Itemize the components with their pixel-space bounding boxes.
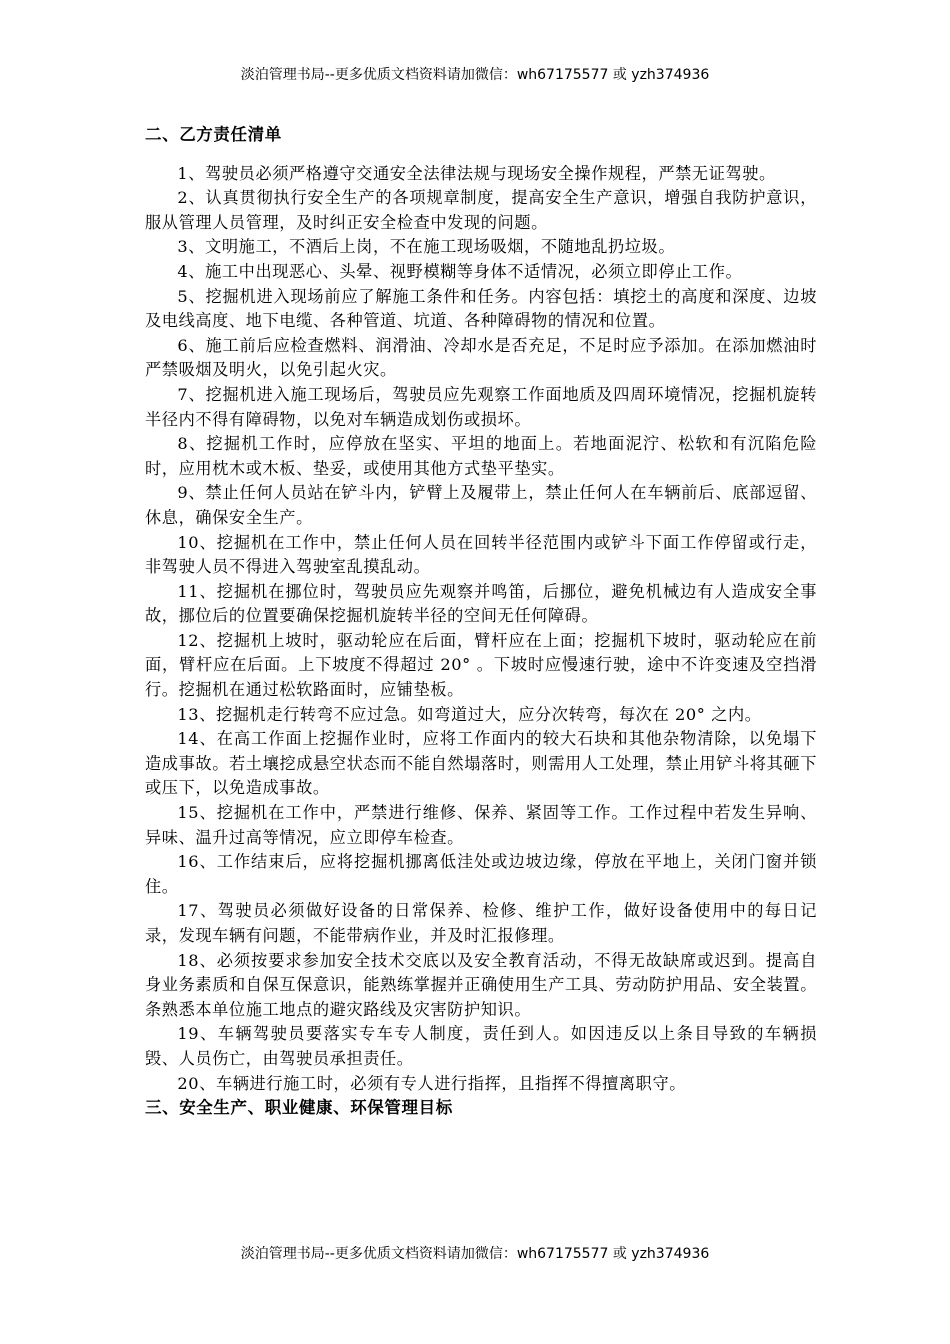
list-item: 8、挖掘机工作时，应停放在坚实、平坦的地面上。若地面泥泞、松软和有沉陷危险时，应用枕木或木板、垫妥，或使用其他方式垫平垫实。 xyxy=(145,434,817,478)
list-item: 7、挖掘机进入施工现场后，驾驶员应先观察工作面地质及四周环境情况，挖掘机旋转半径内不得有障碍物，以免对车辆造成划伤或损坏。 xyxy=(145,384,817,429)
responsibility-list xyxy=(145,162,817,1097)
list-item: 18、必须按要求参加安全技术交底以及安全教育活动，不得无故缺席或迟到。提高自身业务素质和自保互保意识，能熟练掌握并正确使用生产工具、劳动防护用品、安全装置。条熟悉本单位施工地点的避灾路线及灾害防护知识。 xyxy=(145,950,817,1019)
section-heading-2: 二、乙方责任清单 xyxy=(145,125,282,144)
list-item: 9、禁止任何人员站在铲斗内，铲臂上及履带上，禁止任何人在车辆前后、底部逗留、休息，确保安全生产。 xyxy=(145,483,817,527)
section-heading-3: 三、安全生产、职业健康、环保管理目标 xyxy=(145,1098,453,1118)
list-item: 14、在高工作面上挖掘作业时，应将工作面内的较大石块和其他杂物清除，以免塌下造成事故。若土壤挖成悬空状态而不能自然塌落时，则需用人工处理，禁止用铲斗将其砸下或压下，以免造成事故。 xyxy=(145,729,817,798)
list-item: 2、认真贯彻执行安全生产的各项规章制度，提高安全生产意识，增强自我防护意识，服从管理人员管理，及时纠正安全检查中发现的问题。 xyxy=(145,188,817,232)
list-item: 1、驾驶员必须严格遵守交通安全法律法规与现场安全操作规程，严禁无证驾驶。 xyxy=(177,163,776,183)
list-item: 4、施工中出现恶心、头晕、视野模糊等身体不适情况，必须立即停止工作。 xyxy=(177,261,743,281)
list-item: 12、挖掘机上坡时，驱动轮应在后面，臂杆应在上面；挖掘机下坡时，驱动轮应在前面，臂杆应在后面。上下坡度不得超过 20° 。下坡时应慢速行驶，途中不许变速及空挡滑行。挖掘机在通过松软路面时，应铺垫板。 xyxy=(145,630,817,700)
list-item: 20、车辆进行施工时，必须有专人进行指挥，且指挥不得擅离职守。 xyxy=(177,1073,687,1093)
list-item: 5、挖掘机进入现场前应了解施工条件和任务。内容包括：填挖土的高度和深度、边坡及电线高度、地下电缆、各种管道、坑道、各种障碍物的情况和位置。 xyxy=(145,286,817,331)
document-body xyxy=(145,123,817,1121)
list-item: 17、驾驶员必须做好设备的日常保养、检修、维护工作，做好设备使用中的每日记录，发现车辆有问题，不能带病作业，并及时汇报修理。 xyxy=(145,901,817,945)
list-item: 16、工作结束后，应将挖掘机挪离低洼处或边坡边缘，停放在平地上，关闭门窗并锁住。 xyxy=(145,852,817,896)
list-item: 15、挖掘机在工作中，严禁进行维修、保养、紧固等工作。工作过程中若发生异响、异味、温升过高等情况，应立即停车检查。 xyxy=(145,803,817,847)
page-header: 淡泊管理书局--更多优质文档资料请加微信：wh67175577 或 yzh374936 xyxy=(240,67,710,83)
page-footer: 淡泊管理书局--更多优质文档资料请加微信：wh67175577 或 yzh374936 xyxy=(240,1246,710,1262)
list-item: 19、车辆驾驶员要落实专车专人制度，责任到人。如因违反以上条目导致的车辆损毁、人员伤亡，由驾驶员承担责任。 xyxy=(145,1024,817,1068)
list-item: 3、文明施工，不酒后上岗，不在施工现场吸烟，不随地乱扔垃圾。 xyxy=(177,237,676,257)
list-item: 10、挖掘机在工作中，禁止任何人员在回转半径范围内或铲斗下面工作停留或行走，非驾驶人员不得进入驾驶室乱摸乱动。 xyxy=(145,532,817,577)
list-item: 11、挖掘机在挪位时，驾驶员应先观察并鸣笛，后挪位，避免机械边有人造成安全事故，挪位后的位置要确保挖掘机旋转半径的空间无任何障碍。 xyxy=(145,581,817,626)
list-item: 6、施工前后应检查燃料、润滑油、冷却水是否充足，不足时应予添加。在添加燃油时严禁吸烟及明火，以免引起火灾。 xyxy=(145,335,817,380)
list-item: 13、挖掘机走行转弯不应过急。如弯道过大，应分次转弯，每次在 20° 之内。 xyxy=(177,704,762,724)
